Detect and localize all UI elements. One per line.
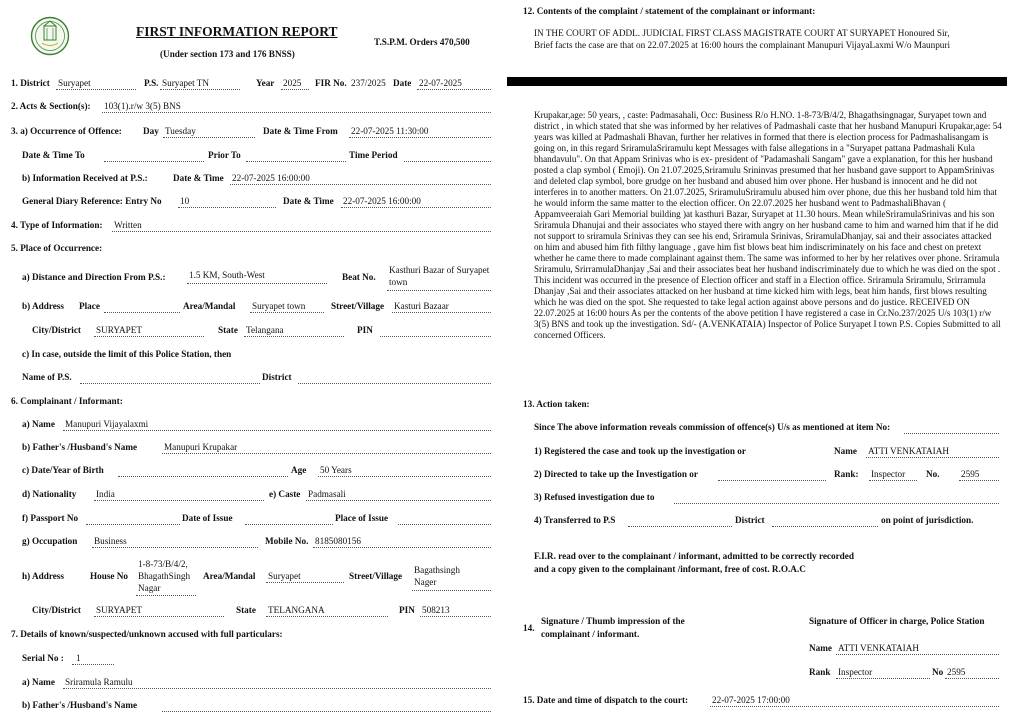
officer-rank-label: Rank — [809, 667, 831, 677]
pin-label: PIN — [357, 325, 373, 335]
city2-value: SURYAPET — [96, 605, 142, 615]
caste-label: e) Caste — [269, 489, 301, 499]
complainant-signature-line1: Signature / Thumb impression of the — [541, 616, 685, 626]
report-subtitle: (Under section 173 and 176 BNSS) — [160, 49, 295, 59]
district-value: Suryapet — [58, 78, 91, 88]
gd-dt-value: 22-07-2025 16:00:00 — [343, 196, 421, 206]
action-no-value: 2595 — [961, 469, 980, 479]
mobile-label: Mobile No. — [265, 536, 309, 546]
serial-no-value: 1 — [76, 653, 81, 663]
street2-label: Street/Village — [349, 571, 403, 581]
acts-value: 103(1).r/w 3(5) BNS — [104, 101, 181, 111]
dispatch-value: 22-07-2025 17:00:00 — [712, 695, 790, 705]
complainant-name-label: a) Name — [22, 419, 55, 429]
gd-entry-value: 10 — [180, 196, 190, 206]
district2-label: District — [262, 372, 292, 382]
pin2-label: PIN — [399, 605, 415, 615]
area-value: Suryapet town — [252, 301, 306, 311]
action-taken-label: 13. Action taken: — [523, 399, 590, 409]
city-value: SURYAPET — [96, 325, 142, 335]
state-emblem-icon — [30, 14, 70, 58]
mobile-value: 8185080156 — [315, 536, 361, 546]
action-jurisdiction-label: on point of jurisdiction. — [881, 515, 974, 525]
place-label: Place — [79, 301, 100, 311]
place-occurrence-label: 5. Place of Occurrence: — [11, 243, 103, 253]
passport-label: f) Passport No — [22, 513, 79, 523]
house-no-line1: 1-8-73/B/4/2, — [138, 559, 188, 569]
redaction-bar — [507, 77, 1007, 86]
info-received-dt-value: 22-07-2025 16:00:00 — [232, 173, 310, 183]
fir-value: 237/2025 — [351, 78, 386, 88]
action-directed-label: 2) Directed to take up the Investigation or — [534, 469, 698, 479]
nationality-value: India — [96, 489, 115, 499]
dispatch-label: 15. Date and time of dispatch to the court: — [523, 695, 689, 705]
accused-details-label: 7. Details of known/suspected/unknown accused with full particulars: — [11, 629, 283, 639]
action-registered-label: 1) Registered the case and took up the investigation or — [534, 446, 746, 456]
complainant-label: 6. Complainant / Informant: — [11, 396, 123, 406]
state2-label: State — [236, 605, 256, 615]
name-ps-label: Name of P.S. — [22, 372, 72, 382]
distance-value: 1.5 KM, South-West — [189, 270, 265, 280]
day-label: Day — [143, 126, 159, 136]
type-info-value: Written — [114, 220, 142, 230]
date-time-from-label: Date & Time From — [263, 126, 338, 136]
occurrence-label: 3. a) Occurrence of Offence: — [11, 126, 122, 136]
age-label: Age — [291, 465, 307, 475]
year-value: 2025 — [283, 78, 302, 88]
area2-label: Area/Mandal — [203, 571, 256, 581]
state-label: State — [218, 325, 238, 335]
year-label: Year — [256, 78, 275, 88]
state-value: Telangana — [246, 325, 284, 335]
contents-intro-line2: Brief facts the case are that on 22.07.2025 at 16:00 hours the complainant Manupuri VijayaLaxmi W/o Maunpuri — [534, 40, 951, 50]
pin2-value: 508213 — [422, 605, 450, 615]
acts-label: 2. Acts & Section(s): — [11, 101, 91, 111]
fir-read-line1: F.I.R. read over to the complainant / informant, admitted to be correctly recorded — [534, 551, 854, 561]
report-title: FIRST INFORMATION REPORT — [136, 24, 338, 39]
street2-line2: Nager — [414, 577, 437, 587]
area-label: Area/Mandal — [183, 301, 236, 311]
occupation-label: g) Occupation — [22, 536, 78, 546]
accused-name-label: a) Name — [22, 677, 55, 687]
action-transferred-label: 4) Transferred to P.S — [534, 515, 616, 525]
address2-label: h) Address — [22, 571, 64, 581]
officer-name-label: Name — [809, 643, 832, 653]
date-issue-label: Date of Issue — [182, 513, 233, 523]
serial-no-label: Serial No : — [22, 653, 64, 663]
signature-section-number: 14. — [523, 623, 535, 633]
gd-reference-label: General Diary Reference: Entry No — [22, 196, 162, 206]
complainant-name-value: Manupuri Vijayalaxmi — [65, 419, 149, 429]
street-value: Kasturi Bazaar — [394, 301, 449, 311]
dob-label: c) Date/Year of Birth — [22, 465, 104, 475]
action-rank-value: Inspector — [871, 469, 906, 479]
ps-label: P.S. — [144, 78, 159, 88]
time-period-label: Time Period — [349, 150, 398, 160]
beat-label: Beat No. — [342, 272, 376, 282]
complainant-signature-line2: complainant / informant. — [541, 629, 640, 639]
officer-no-value: 2595 — [947, 667, 966, 677]
occupation-value: Business — [94, 536, 127, 546]
date-value: 22-07-2025 — [419, 78, 462, 88]
gd-dt-label: Date & Time — [283, 196, 334, 206]
orders-reference: T.S.P.M. Orders 470,500 — [374, 37, 470, 47]
street2-line1: Bagathsingh — [414, 565, 460, 575]
caste-value: Padmasali — [308, 489, 346, 499]
officer-signature-label: Signature of Officer in charge, Police Station — [809, 616, 985, 626]
street-label: Street/Village — [331, 301, 385, 311]
area2-value: Suryapet — [268, 571, 301, 581]
date-label: Date — [393, 78, 412, 88]
place-issue-label: Place of Issue — [335, 513, 389, 523]
accused-father-label: b) Father's /Husband's Name — [22, 700, 138, 710]
day-value: Tuesday — [165, 126, 196, 136]
complaint-statement-body: Krupakar,age: 50 years, , caste: Padmasahali, Occ: Business R/o H.NO. 1-8-73/B/4/2, Bhagathsingnagar, Suryapet town and district , in which stated that she was informed by her relatives of Padmashali caste that her husband Manupuri Krupakar,age: 54 years was killed at Padmashali Bhavan, further her relatives in formed that there is election process for Padmashalisangam is going on, in this regard SriramulaSriramulu kept Messages with false allegations in a "Suryapet pattana Padmashali Kula bhandavulu". On that Appam Srinivas who is ex- president of "Padamashali Sangam" gave a explanation, for this her husband posted a clap symbol ( Emoji). On 21.07.2025,Sriramulu Srininvas presumed that her husband gave support to AppamSrinivas and deleted clap symbol, bore grudge on her husband and abused him over phone. Her husband is innocent and he did not interferes in to another matters. On 21.07.2025, SriramuluSriramulu abused him over phone, due this her husband told him that he would inform the same matter to the election officer. On 22.07.2025 her husband went to PadmashaliBhavan ( Appamveeraiah Gari Memorial building )at kasthuri Bazar, Suryapet at 11.30 hours. Mean whileSriramulaSrinivas and his son Sriramula Dhanujai and their associates who stayed there with angry on her husband came to him and warned him that if he did not support to sriramula Srinivas they can see his end, Sriramula Srinivas, SriramulaDhanjay, sai and their associates attacked on him and abused him fith filthy language , gave him fist blows beat him indiscriminately on his face and chest on pretext whether he came there to made complainant against them. The same was informed to her by her relatives over phone. Sriramula Sriramulu, SrirramulaDhanjay ,Sai and their associates beat her husband indiscriminately due to which he was died on the spot . This incident was occurred in the presence of Election officer and staff in a Election office. Sriramula Sriramulu, Srirramula Dhanjay ,Sai and their associates attacked on her husband at time kicked him with legs, beat him hands, first blows resulting which he was died on the spot. She requested to take legal action against above persons and do justice. RECEIVED ON 22.07.2025 at 16:00 hours As per the contents of the above petition I have registered a case in Cr.No.237/2025 U/s 103(1) r/w 3(5) BNS and took up the investigation. Sd/- (A.VENKATAIA) Inspector of Police Suryapet I town P.S. Copies Submitted to all concerned Officers. — [534, 110, 1002, 340]
action-rank-label: Rank: — [834, 469, 859, 479]
action-name-value: ATTI VENKATAIAH — [868, 446, 950, 456]
action-name-label: Name — [834, 446, 857, 456]
accused-name-value: Sriramula Ramulu — [65, 677, 133, 687]
house-no-line2: BhagathSingh — [138, 571, 191, 581]
beat-value-line2: town — [389, 277, 408, 287]
date-time-to-label: Date & Time To — [22, 150, 85, 160]
type-info-label: 4. Type of Information: — [11, 220, 103, 230]
info-received-label: b) Information Received at P.S.: — [22, 173, 148, 183]
beat-value-line1: Kasthuri Bazar of Suryapet — [389, 265, 490, 275]
fir-label: FIR No. — [315, 78, 347, 88]
state2-value: TELANGANA — [268, 605, 325, 615]
distance-label: a) Distance and Direction From P.S.: — [22, 272, 166, 282]
action-no-label: No. — [926, 469, 940, 479]
house-no-label: House No — [90, 571, 129, 581]
officer-name-value: ATTI VENKATAIAH — [838, 643, 920, 653]
date-time-from-value: 22-07-2025 11:30:00 — [351, 126, 429, 136]
city2-label: City/District — [32, 605, 81, 615]
since-statement: Since The above information reveals commission of offence(s) U/s as mentioned at item No: — [534, 422, 891, 432]
district-label: 1. District — [11, 78, 50, 88]
city-label: City/District — [32, 325, 81, 335]
officer-no-label: No — [932, 667, 944, 677]
outside-limit-label: c) In case, outside the limit of this Police Station, then — [22, 349, 232, 359]
address-label: b) Address — [22, 301, 64, 311]
action-refused-label: 3) Refused investigation due to — [534, 492, 655, 502]
father-name-label: b) Father's /Husband's Name — [22, 442, 138, 452]
age-value: 50 Years — [320, 465, 352, 475]
prior-to-label: Prior To — [208, 150, 241, 160]
contents-label: 12. Contents of the complaint / statement of the complainant or informant: — [523, 6, 816, 16]
fir-read-line2: and a copy given to the complainant /informant, free of cost. R.O.A.C — [534, 564, 806, 574]
house-no-line3: Nagar — [138, 583, 161, 593]
info-received-dt-label: Date & Time — [173, 173, 224, 183]
officer-rank-value: Inspector — [838, 667, 873, 677]
ps-value: Suryapet TN — [162, 78, 210, 88]
nationality-label: d) Nationality — [22, 489, 77, 499]
contents-intro-line1: IN THE COURT OF ADDL. JUDICIAL FIRST CLASS MAGISTRATE COURT AT SURYAPET Honoured Sir, — [534, 28, 950, 38]
father-name-value: Manupuri Krupakar — [164, 442, 238, 452]
action-district-label: District — [735, 515, 765, 525]
